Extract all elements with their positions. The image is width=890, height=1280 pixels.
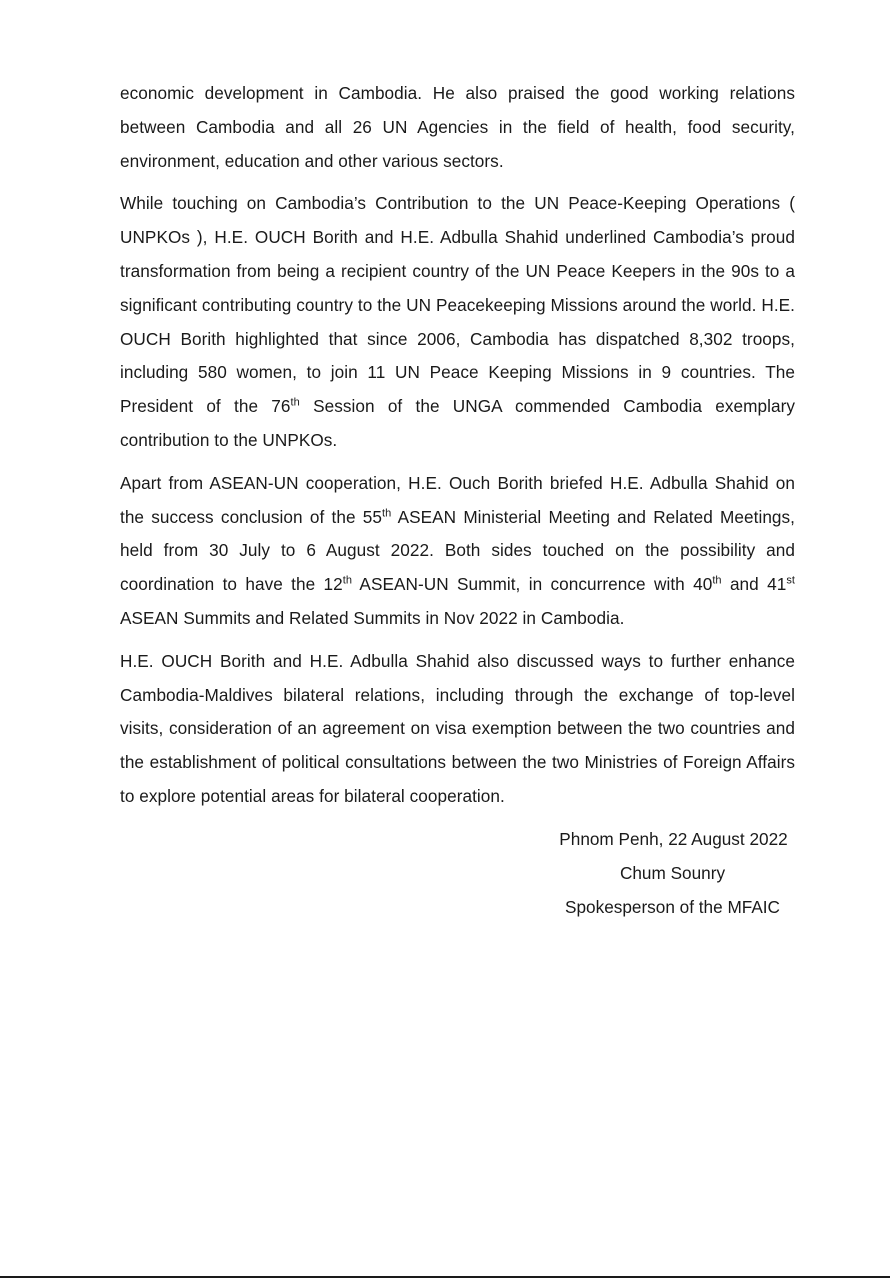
paragraph bbox=[120, 645, 795, 814]
paragraph-text: While touching on Cambodia’s Contribution to the UN Peace-Keeping Operations ( UNPKOs ), H.E. OUCH Borith and H.E. Adbulla Shahid underlined Cambodia’s proud transformation from being a recipient country of the UN Peace Keepers in the 90s to a significant contributing country to the UN Peacekeeping Missions around the world. H.E. OUCH Borith highlighted that since 2006, Cambodia has dispatched 8,302 troops, including 580 women, to join 11 UN Peace Keeping Missions in 9 countries. The President of the 76 bbox=[120, 193, 795, 417]
paragraph-text: Session of the UNGA commended Cambodia exemplary contribution to the UNPKOs. bbox=[120, 396, 795, 450]
ordinal-suffix: st bbox=[786, 574, 795, 587]
ordinal-suffix: th bbox=[712, 574, 722, 587]
paragraph-text: ASEAN-UN Summit, in concurrence with 40 bbox=[352, 574, 713, 595]
paragraph bbox=[120, 467, 795, 636]
signature-block bbox=[540, 822, 805, 924]
paragraph-text: ASEAN Ministerial Meeting and Related Meetings, held from 30 July to 6 August 2022. Both sides touched on the possibility and coordination to have the 12 bbox=[120, 506, 796, 595]
paragraph bbox=[120, 187, 795, 457]
ordinal-suffix: th bbox=[382, 506, 392, 519]
signatory-title: Spokesperson of the MFAIC bbox=[565, 897, 780, 917]
place-date: Phnom Penh, 22 August 2022 bbox=[559, 829, 788, 849]
paragraph-text: ASEAN Summits and Related Summits in Nov 2022 in Cambodia. bbox=[120, 607, 625, 628]
page-bottom-border bbox=[0, 1276, 890, 1278]
ordinal-suffix: th bbox=[342, 574, 353, 587]
paragraph-text: H.E. OUCH Borith and H.E. Adbulla Shahid also discussed ways to further enhance Cambodia-Maldives bilateral relations, including through the exchange of top-level visits, consideration of an agreement on visa exemption between the two countries and the establishment of political consultations between the two Ministries of Foreign Affairs to explore potential areas for bilateral cooperation. bbox=[120, 650, 795, 806]
paragraph-text: and 41 bbox=[721, 574, 787, 595]
document-body bbox=[120, 77, 795, 823]
paragraph-text: Apart from ASEAN-UN cooperation, H.E. Ouch Borith briefed H.E. Adbulla Shahid on the success conclusion of the 55 bbox=[120, 472, 795, 527]
signatory-name: Chum Sounry bbox=[619, 863, 726, 883]
paragraph-text: economic development in Cambodia. He also praised the good working relations between Cambodia and all 26 UN Agencies in the field of health, food security, environment, education and other various sectors. bbox=[120, 83, 795, 171]
ordinal-suffix: th bbox=[290, 396, 300, 409]
paragraph bbox=[120, 77, 795, 178]
